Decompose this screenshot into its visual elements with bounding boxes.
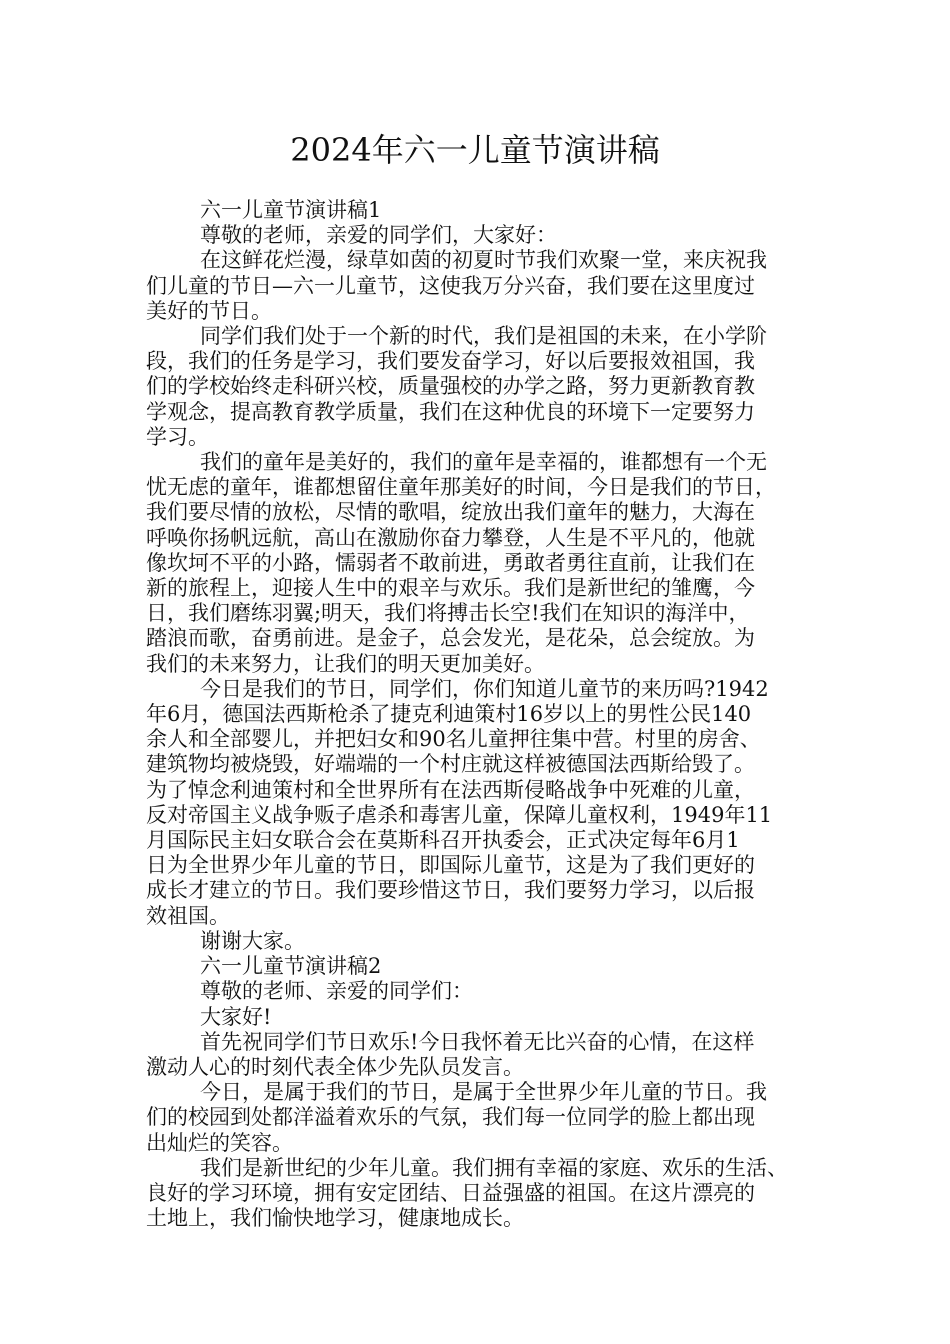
text-line: 们儿童的节日—六一儿童节，这使我万分兴奋，我们要在这里度过 <box>146 273 755 298</box>
text-line: 日，我们磨练羽翼;明天，我们将搏击长空!我们在知识的海洋中， <box>146 601 750 626</box>
text-line: 们的校园到处都洋溢着欢乐的气氛，我们每一位同学的脸上都出现 <box>146 1105 755 1130</box>
text-line: 六一儿童节演讲稿1 <box>200 198 382 222</box>
text-line: 大家好! <box>200 1004 272 1029</box>
text-line: 美好的节日。 <box>146 298 272 323</box>
text-line: 在这鲜花烂漫，绿草如茵的初夏时节我们欢聚一堂，来庆祝我 <box>200 248 767 273</box>
text-line: 踏浪而歌，奋勇前进。是金子，总会发光，是花朵，总会绽放。为 <box>146 626 755 651</box>
text-line: 成长才建立的节日。我们要珍惜这节日，我们要努力学习，以后报 <box>146 878 755 903</box>
text-line: 学习。 <box>146 424 209 449</box>
text-line: 谢谢大家。 <box>200 928 305 953</box>
text-line: 今日是我们的节日，同学们，你们知道儿童节的来历吗?1942 <box>200 676 769 701</box>
document-title: 2024年六一儿童节演讲稿 <box>290 131 660 169</box>
text-line: 土地上，我们愉快地学习，健康地成长。 <box>146 1206 524 1231</box>
text-line: 们的学校始终走科研兴校，质量强校的办学之路，努力更新教育教 <box>146 374 755 399</box>
text-line: 我们的未来努力，让我们的明天更加美好。 <box>146 651 545 676</box>
text-line: 日为全世界少年儿童的节日，即国际儿童节，这是为了我们更好的 <box>146 853 755 878</box>
text-line: 新的旅程上，迎接人生中的艰辛与欢乐。我们是新世纪的雏鹰，今 <box>146 576 755 601</box>
document-body <box>146 198 822 1231</box>
text-line: 像坎坷不平的小路，懦弱者不敢前进，勇敢者勇往直前，让我们在 <box>146 550 755 575</box>
text-line: 激动人心的时刻代表全体少先队员发言。 <box>146 1054 524 1079</box>
text-line: 效祖国。 <box>146 903 230 928</box>
text-line: 我们要尽情的放松，尽情的歌唱，绽放出我们童年的魅力，大海在 <box>146 500 755 525</box>
text-line: 学观念，提高教育教学质量，我们在这种优良的环境下一定要努力 <box>146 399 755 424</box>
text-line: 我们是新世纪的少年儿童。我们拥有幸福的家庭、欢乐的生活、 <box>200 1155 788 1180</box>
text-line: 出灿烂的笑容。 <box>146 1130 293 1155</box>
text-line: 建筑物均被烧毁，好端端的一个村庄就这样被德国法西斯给毁了。 <box>146 752 755 777</box>
text-line: 我们的童年是美好的，我们的童年是幸福的，谁都想有一个无 <box>200 450 767 475</box>
text-line: 段，我们的任务是学习，我们要发奋学习，好以后要报效祖国，我 <box>146 349 755 374</box>
text-line: 六一儿童节演讲稿2 <box>200 954 382 979</box>
text-line: 尊敬的老师、亲爱的同学们： <box>200 979 473 1004</box>
text-line: 余人和全部婴儿，并把妇女和90名儿童押往集中营。村里的房舍、 <box>146 727 761 752</box>
text-line: 反对帝国主义战争贩子虐杀和毒害儿童，保障儿童权利，1949年11 <box>146 802 773 827</box>
text-line: 今日，是属于我们的节日，是属于全世界少年儿童的节日。我 <box>200 1080 767 1105</box>
text-line: 月国际民主妇女联合会在莫斯科召开执委会，正式决定每年6月1 <box>146 828 740 853</box>
text-line: 呼唤你扬帆远航，高山在激励你奋力攀登，人生是不平凡的，他就 <box>146 525 755 550</box>
text-line: 同学们我们处于一个新的时代，我们是祖国的未来，在小学阶 <box>200 324 767 349</box>
text-line: 年6月，德国法西斯枪杀了捷克利迪策村16岁以上的男性公民140 <box>146 702 752 727</box>
text-line: 忧无虑的童年，谁都想留住童年那美好的时间，今日是我们的节日， <box>146 475 776 500</box>
text-line: 为了悼念利迪策村和全世界所有在法西斯侵略战争中死难的儿童， <box>146 777 755 802</box>
text-line: 良好的学习环境，拥有安定团结、日益强盛的祖国。在这片漂亮的 <box>146 1180 755 1205</box>
text-line: 尊敬的老师，亲爱的同学们，大家好： <box>200 223 557 248</box>
text-line: 首先祝同学们节日欢乐!今日我怀着无比兴奋的心情，在这样 <box>200 1029 755 1054</box>
